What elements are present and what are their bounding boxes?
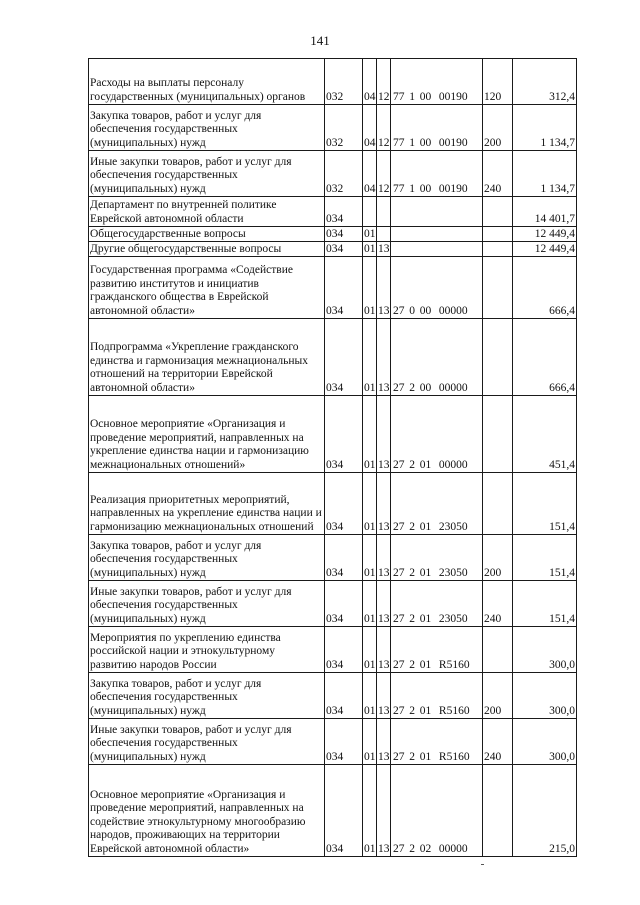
table-row: [89, 473, 577, 535]
target-article-part: R5160: [438, 658, 470, 671]
section-code-cell: 01: [363, 473, 377, 535]
expense-type-cell: [483, 227, 513, 242]
target-article-part: 2: [409, 658, 416, 671]
table-row: [89, 765, 577, 857]
expense-type-cell: 240: [483, 581, 513, 627]
amount-cell: 151,4: [513, 473, 577, 535]
target-article-part: 01: [419, 458, 432, 471]
target-article-part: R5160: [438, 704, 470, 717]
target-article-part: 27: [393, 304, 405, 317]
target-article-part: 27: [393, 842, 405, 855]
target-article-part: 00: [419, 304, 432, 317]
section-code-cell: 01: [363, 673, 377, 719]
target-article-part: 23050: [438, 612, 468, 625]
target-article-part: 27: [393, 520, 405, 533]
target-article-part: 1: [409, 90, 416, 103]
section-code-cell: 01: [363, 396, 377, 473]
target-article-cell: [391, 197, 483, 227]
expense-type-cell: 240: [483, 151, 513, 197]
expense-type-cell: 200: [483, 105, 513, 151]
grbs-code-cell: 032: [325, 59, 363, 105]
target-article-part: 00: [419, 90, 432, 103]
table-row: [89, 151, 577, 197]
row-name-cell: Другие общегосударственные вопросы: [89, 242, 325, 257]
target-article-part: 27: [393, 381, 405, 394]
subsection-code-cell: 12: [377, 151, 391, 197]
target-article-part: 1: [409, 136, 416, 149]
target-article-cell: [391, 319, 483, 396]
row-name-cell: Иные закупки товаров, работ и услуг для обеспечения государственных (муниципальных) нужд: [89, 581, 325, 627]
section-code-cell: 01: [363, 257, 377, 319]
table-row: [89, 673, 577, 719]
expense-type-cell: [483, 765, 513, 857]
target-article-part: 01: [419, 704, 432, 717]
section-code-cell: 01: [364, 242, 376, 255]
expense-type-cell: [483, 396, 513, 473]
target-article-part: 00190: [438, 90, 468, 103]
target-article-part: 01: [419, 658, 432, 671]
amount-cell: 666,4: [513, 319, 577, 396]
expense-type-cell: [483, 257, 513, 319]
amount-cell: 14 401,7: [513, 197, 577, 227]
grbs-code-cell: 034: [325, 719, 363, 765]
subsection-code-cell: 13: [377, 719, 391, 765]
subsection-code-cell: 13: [377, 396, 391, 473]
target-article-part: 2: [409, 750, 416, 763]
expense-type-cell: [483, 242, 513, 257]
subsection-code-cell: 13: [377, 673, 391, 719]
amount-cell: 300,0: [513, 719, 577, 765]
amount-cell: 12 449,4: [513, 227, 577, 242]
subsection-code-cell: 13: [377, 257, 391, 319]
row-name-cell: Иные закупки товаров, работ и услуг для обеспечения государственных (муниципальных) нужд: [89, 719, 325, 765]
target-article-cell: [391, 673, 483, 719]
target-article-part: 77: [393, 182, 405, 195]
section-code-cell: 01: [363, 719, 377, 765]
target-article-part: 27: [393, 704, 405, 717]
target-article-part: 27: [393, 658, 405, 671]
target-article-cell: [391, 151, 483, 197]
row-name-cell: Иные закупки товаров, работ и услуг для обеспечения государственных (муниципальных) нужд: [89, 151, 325, 197]
amount-cell: 1 134,7: [513, 151, 577, 197]
section-code-cell: 01: [364, 227, 376, 240]
budget-table: [88, 58, 577, 857]
amount-cell: 666,4: [513, 257, 577, 319]
target-article-part: 23050: [438, 520, 468, 533]
row-name-cell: Расходы на выплаты персоналу государственных (муниципальных) органов: [89, 59, 325, 105]
amount-cell: 1 134,7: [513, 105, 577, 151]
budget-table-body: [89, 59, 577, 857]
target-article-part: 77: [393, 136, 405, 149]
section-code-cell: 01: [363, 319, 377, 396]
target-article-part: 01: [419, 612, 432, 625]
target-article-part: 1: [409, 182, 416, 195]
target-article-cell: [391, 105, 483, 151]
target-article-part: 23050: [438, 566, 468, 579]
table-row: [89, 627, 577, 673]
amount-cell: 300,0: [513, 627, 577, 673]
target-article-part: 01: [419, 520, 432, 533]
target-article-cell: [391, 765, 483, 857]
subsection-code-cell: 13: [377, 765, 391, 857]
section-code-cell: 01: [363, 581, 377, 627]
target-article-part: 01: [419, 750, 432, 763]
target-article-part: 2: [409, 381, 416, 394]
grbs-code-cell: 034: [325, 396, 363, 473]
subsection-code-cell: 13: [377, 473, 391, 535]
target-article-part: 2: [409, 704, 416, 717]
grbs-code-cell: 034: [325, 473, 363, 535]
table-row: [89, 581, 577, 627]
subsection-code-cell: 13: [377, 319, 391, 396]
grbs-code-cell: 034: [325, 197, 363, 227]
target-article-cell: [391, 581, 483, 627]
target-article-part: 00000: [438, 842, 468, 855]
target-article-part: 00: [419, 182, 432, 195]
amount-cell: 312,4: [513, 59, 577, 105]
subsection-code-cell: 13: [377, 581, 391, 627]
amount-cell: 12 449,4: [513, 242, 577, 257]
target-article-cell: [391, 719, 483, 765]
table-row: [89, 59, 577, 105]
table-row: [89, 197, 577, 227]
section-code-cell: 01: [363, 765, 377, 857]
target-article-part: 00: [419, 136, 432, 149]
target-article-part: 2: [409, 566, 416, 579]
page-number: 141: [310, 33, 330, 48]
table-row: [89, 719, 577, 765]
target-article-part: 00190: [438, 136, 468, 149]
expense-type-cell: 240: [483, 719, 513, 765]
amount-cell: 215,0: [513, 765, 577, 857]
target-article-part: R5160: [438, 750, 470, 763]
target-article-part: 01: [419, 566, 432, 579]
target-article-part: 0: [409, 304, 416, 317]
section-code-cell: 01: [363, 535, 377, 581]
target-article-cell: [391, 627, 483, 673]
expense-type-cell: 200: [483, 673, 513, 719]
section-code-cell: 04: [363, 105, 377, 151]
grbs-code-cell: 034: [325, 673, 363, 719]
expense-type-cell: 200: [483, 535, 513, 581]
section-code-cell: 04: [363, 151, 377, 197]
grbs-code-cell: 034: [325, 319, 363, 396]
row-name-cell: Государственная программа «Содействие развитию институтов и инициатив гражданского общества в Еврейской автономной области»: [89, 257, 325, 319]
subsection-code-cell: 13: [377, 535, 391, 581]
target-article-cell: [391, 535, 483, 581]
grbs-code-cell: 034: [325, 581, 363, 627]
grbs-code-cell: 032: [325, 151, 363, 197]
grbs-code-cell: 034: [325, 627, 363, 673]
target-article-part: 2: [409, 842, 416, 855]
target-article-cell: [391, 473, 483, 535]
section-code-cell: [363, 197, 377, 227]
table-row: [89, 319, 577, 396]
scan-mark: [481, 864, 484, 865]
target-article-cell: [391, 396, 483, 473]
target-article-part: 2: [409, 520, 416, 533]
section-code-cell: 04: [363, 59, 377, 105]
row-name-cell: Реализация приоритетных мероприятий, направленных на укрепление единства нации и гармонизацию межнациональных отношений: [89, 473, 325, 535]
grbs-code-cell: 034: [325, 227, 363, 242]
subsection-code-cell: [377, 197, 391, 227]
expense-type-cell: [483, 473, 513, 535]
row-name-cell: Мероприятия по укреплению единства российской нации и этнокультурному развитию народов России: [89, 627, 325, 673]
table-row: [89, 396, 577, 473]
target-article-part: 27: [393, 566, 405, 579]
subsection-code-cell: 12: [377, 59, 391, 105]
amount-cell: 151,4: [513, 581, 577, 627]
subsection-code-cell: [377, 227, 391, 242]
expense-type-cell: [483, 627, 513, 673]
target-article-cell: [391, 257, 483, 319]
amount-cell: 300,0: [513, 673, 577, 719]
grbs-code-cell: 034: [325, 535, 363, 581]
target-article-part: 77: [393, 90, 405, 103]
target-article-part: 27: [393, 612, 405, 625]
grbs-code-cell: 034: [325, 765, 363, 857]
subsection-code-cell: 13: [378, 242, 390, 255]
table-row: [89, 227, 577, 242]
target-article-part: 00000: [438, 458, 468, 471]
row-name-cell: Закупка товаров, работ и услуг для обеспечения государственных (муниципальных) нужд: [89, 105, 325, 151]
grbs-code-cell: 034: [325, 242, 363, 257]
row-name-cell: Основное мероприятие «Организация и проведение мероприятий, направленных на укрепление единства нации и гармонизацию межнациональных отношений»: [89, 396, 325, 473]
grbs-code-cell: 032: [325, 105, 363, 151]
row-name-cell: Подпрограмма «Укрепление гражданского единства и гармонизация межнациональных отношений на территории Еврейской автономной области»: [89, 319, 325, 396]
target-article-cell: [391, 227, 483, 242]
target-article-part: 27: [393, 458, 405, 471]
subsection-code-cell: 12: [377, 105, 391, 151]
row-name-cell: Основное мероприятие «Организация и проведение мероприятий, направленных на содействие этнокультурному многообразию народов, проживающих на территории Еврейской автономной области»: [89, 765, 325, 857]
expense-type-cell: [483, 319, 513, 396]
target-article-part: 00000: [438, 381, 468, 394]
row-name-cell: Департамент по внутренней политике Еврейской автономной области: [89, 197, 325, 227]
table-row: [89, 535, 577, 581]
row-name-cell: Общегосударственные вопросы: [89, 227, 325, 242]
target-article-cell: [391, 242, 483, 257]
amount-cell: 151,4: [513, 535, 577, 581]
section-code-cell: 01: [363, 627, 377, 673]
row-name-cell: Закупка товаров, работ и услуг для обеспечения государственных (муниципальных) нужд: [89, 535, 325, 581]
grbs-code-cell: 034: [325, 257, 363, 319]
target-article-part: 27: [393, 750, 405, 763]
target-article-part: 00: [419, 381, 432, 394]
table-row: [89, 105, 577, 151]
row-name-cell: Закупка товаров, работ и услуг для обеспечения государственных (муниципальных) нужд: [89, 673, 325, 719]
target-article-part: 00000: [438, 304, 468, 317]
table-row: [89, 242, 577, 257]
subsection-code-cell: 13: [377, 627, 391, 673]
target-article-cell: [391, 59, 483, 105]
expense-type-cell: 120: [483, 59, 513, 105]
amount-cell: 451,4: [513, 396, 577, 473]
target-article-part: 2: [409, 612, 416, 625]
target-article-part: 00190: [438, 182, 468, 195]
expense-type-cell: [483, 197, 513, 227]
target-article-part: 2: [409, 458, 416, 471]
target-article-part: 02: [419, 842, 432, 855]
table-row: [89, 257, 577, 319]
